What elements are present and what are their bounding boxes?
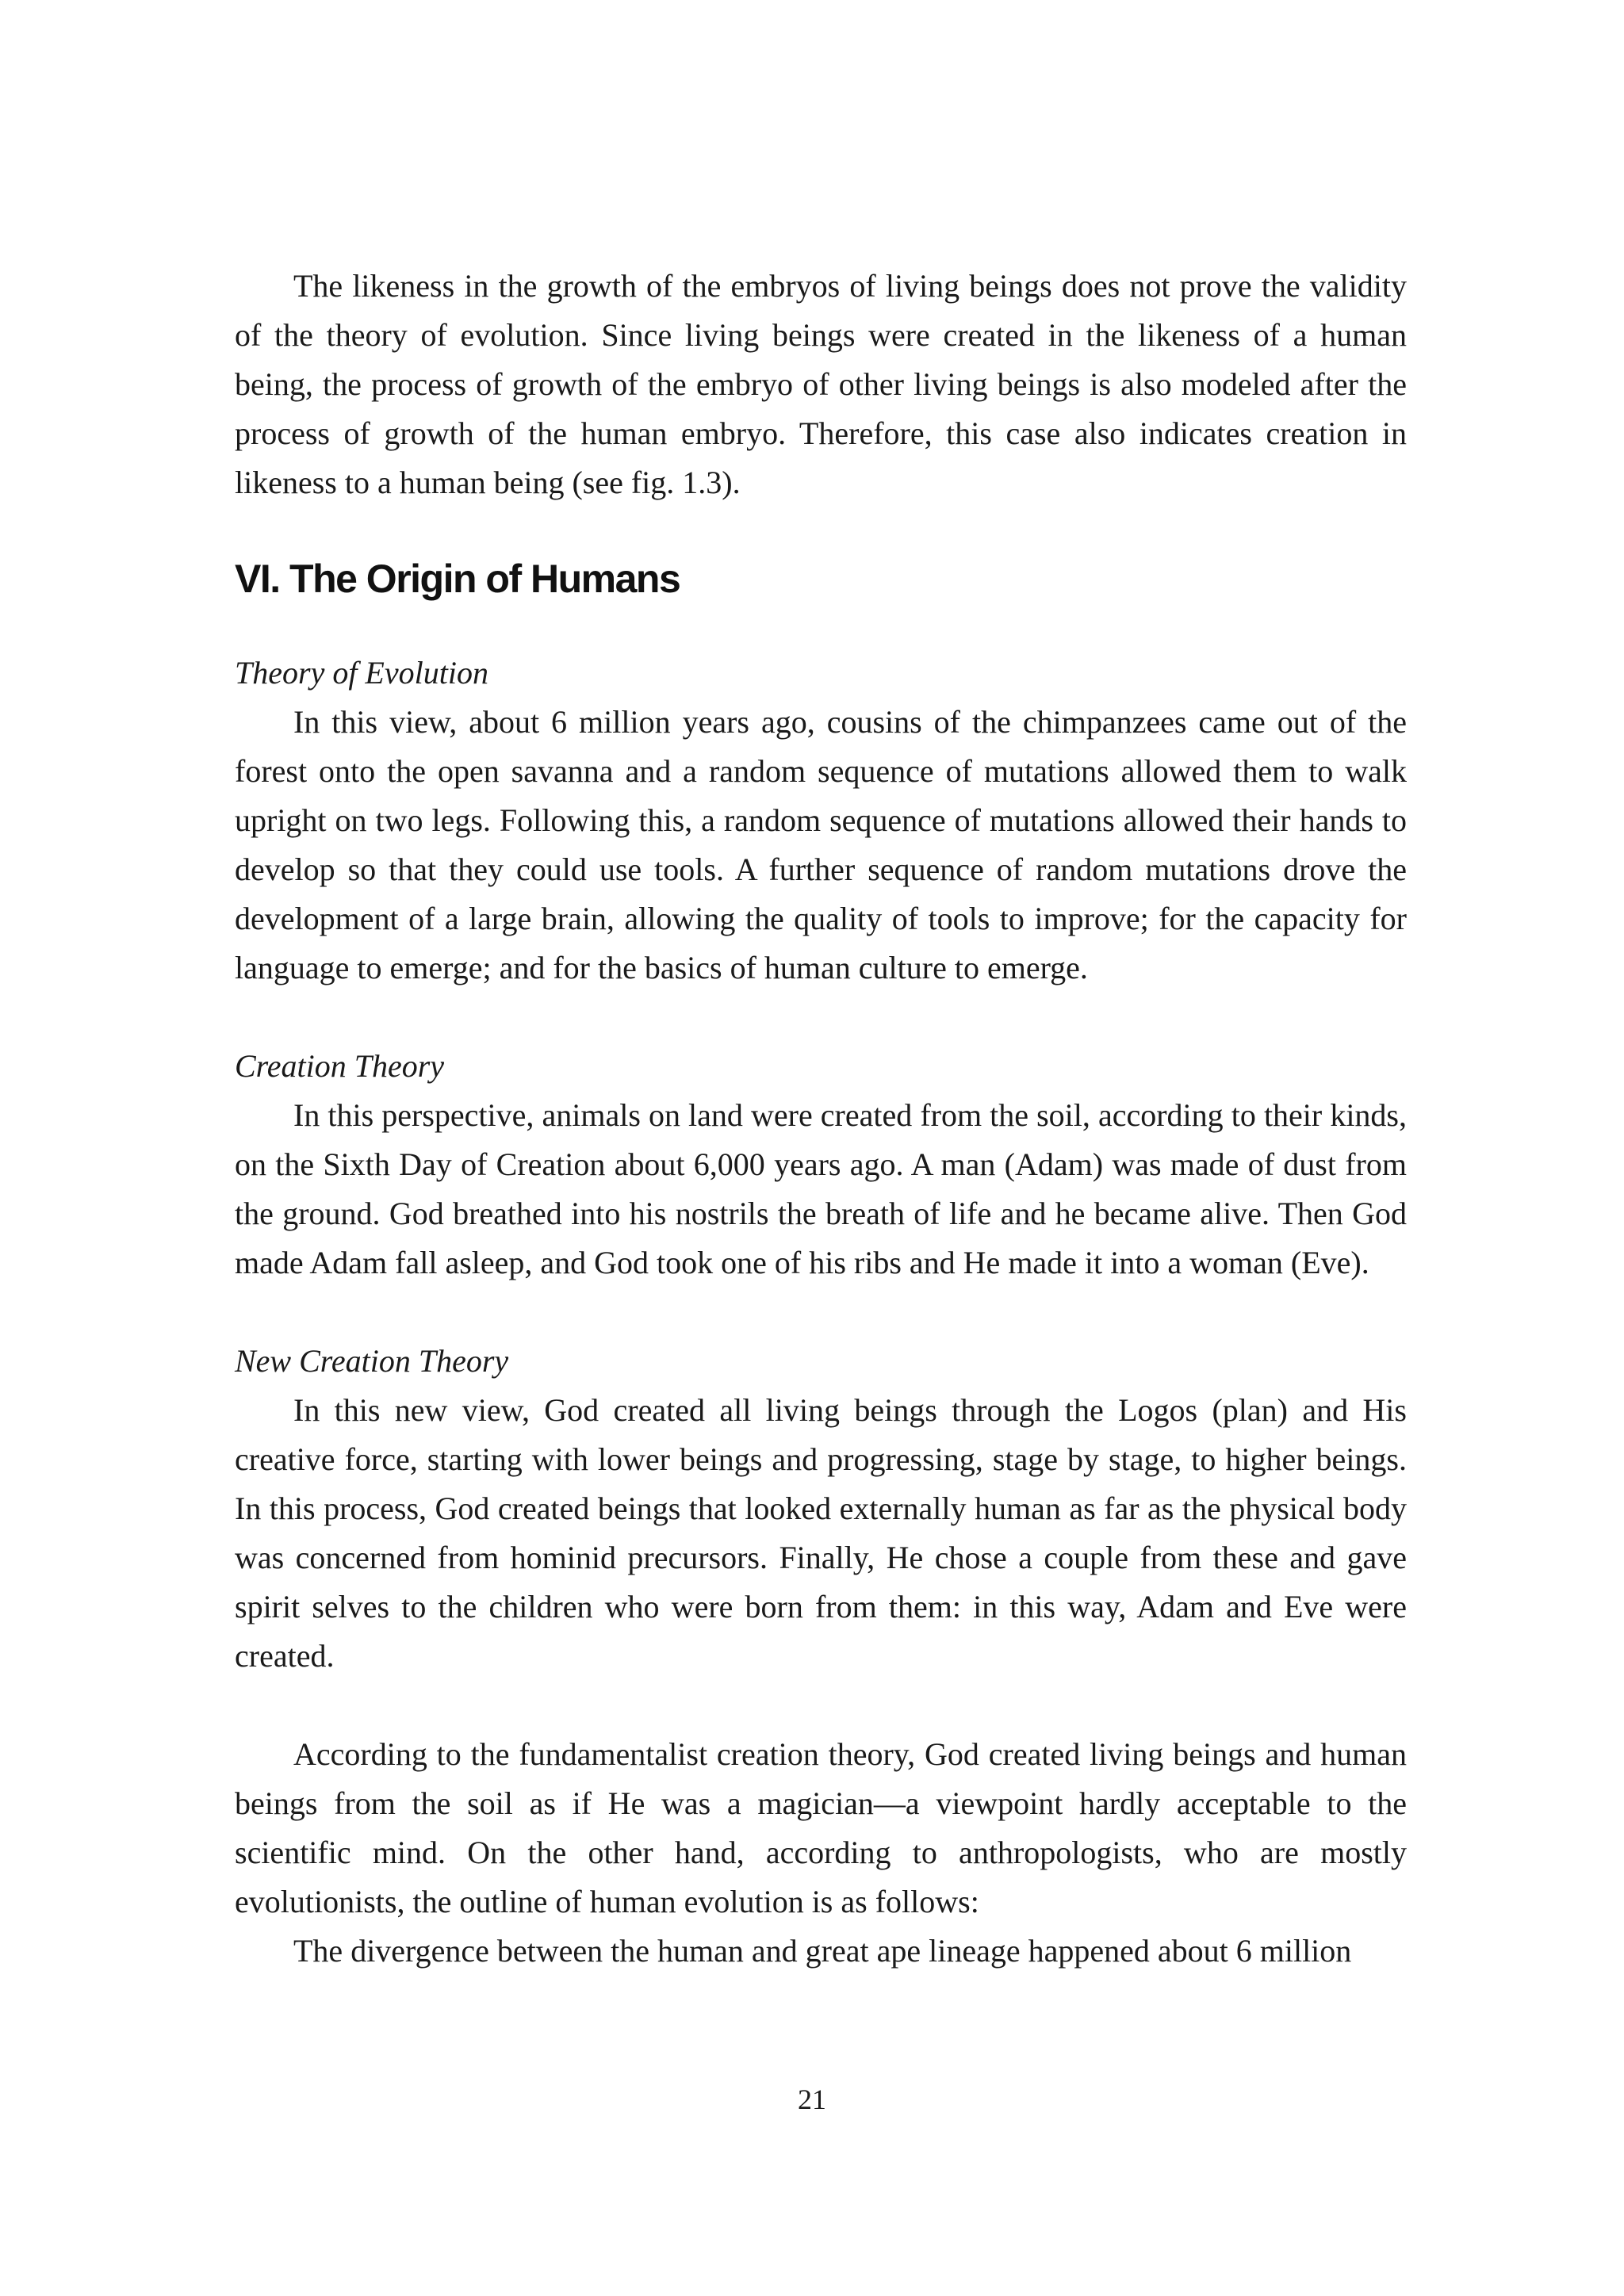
closing-paragraph: The divergence between the human and great ape lineage happened about 6 million xyxy=(293,1933,1352,1969)
closing-section xyxy=(235,1730,1407,1976)
page-number: 21 xyxy=(798,2084,826,2115)
subsection-theory-of-evolution xyxy=(235,649,1407,993)
subsection-body: In this new view, God created all living beings through the Logos (plan) and His creative force, starting with lower beings and progressing, stage by stage, to higher beings. In this process, God created beings that looked externally human as far as the physical body was concerned from hominid precursors. Finally, He chose a couple from these and gave spirit selves to the children who were born from them: in this way, Adam and Eve were created. xyxy=(235,1392,1407,1674)
subsection-body: In this view, about 6 million years ago, cousins of the chimpanzees came out of the forest onto the open savanna and a random sequence of mutations allowed them to walk upright on two legs. Following this, a random sequence of mutations allowed their hands to develop so that they could use tools. A further sequence of random mutations drove the development of a large brain, allowing the quality of tools to improve; for the capacity for language to emerge; and for the basics of human culture to emerge. xyxy=(235,704,1407,985)
subsection-body: In this perspective, animals on land were created from the soil, according to their kinds, on the Sixth Day of Creation about 6,000 years ago. A man (Adam) was made of dust from the ground. God breathed into his nostrils the breath of life and he became alive. Then God made Adam fall asleep, and God took one of his ribs and He made it into a woman (Eve). xyxy=(235,1097,1407,1280)
section-heading: VI. The Origin of Humans xyxy=(235,557,680,601)
subsection-title: Creation Theory xyxy=(235,1048,445,1084)
subsection-title: New Creation Theory xyxy=(235,1343,509,1379)
closing-paragraph: According to the fundamentalist creation theory, God created living beings and human beings from the soil as if He was a magician—a viewpoint hardly acceptable to the scientific mind. On the other hand, according to anthropologists, who are mostly evolutionists, the outline of human evolution is as follows: xyxy=(235,1736,1407,1919)
intro-paragraph: The likeness in the growth of the embryos of living beings does not prove the validity of the theory of evolution. Since living beings were created in the likeness of a human being, the process of growth of the embryo of other living beings is also modeled after the process of growth of the human embryo. Therefore, this case also indicates creation in likeness to a human being (see fig. 1.3). xyxy=(235,268,1407,500)
subsection-creation-theory xyxy=(235,1042,1407,1288)
subsection-new-creation-theory xyxy=(235,1337,1407,1681)
subsection-title: Theory of Evolution xyxy=(235,655,488,691)
page-content xyxy=(235,262,1407,1976)
